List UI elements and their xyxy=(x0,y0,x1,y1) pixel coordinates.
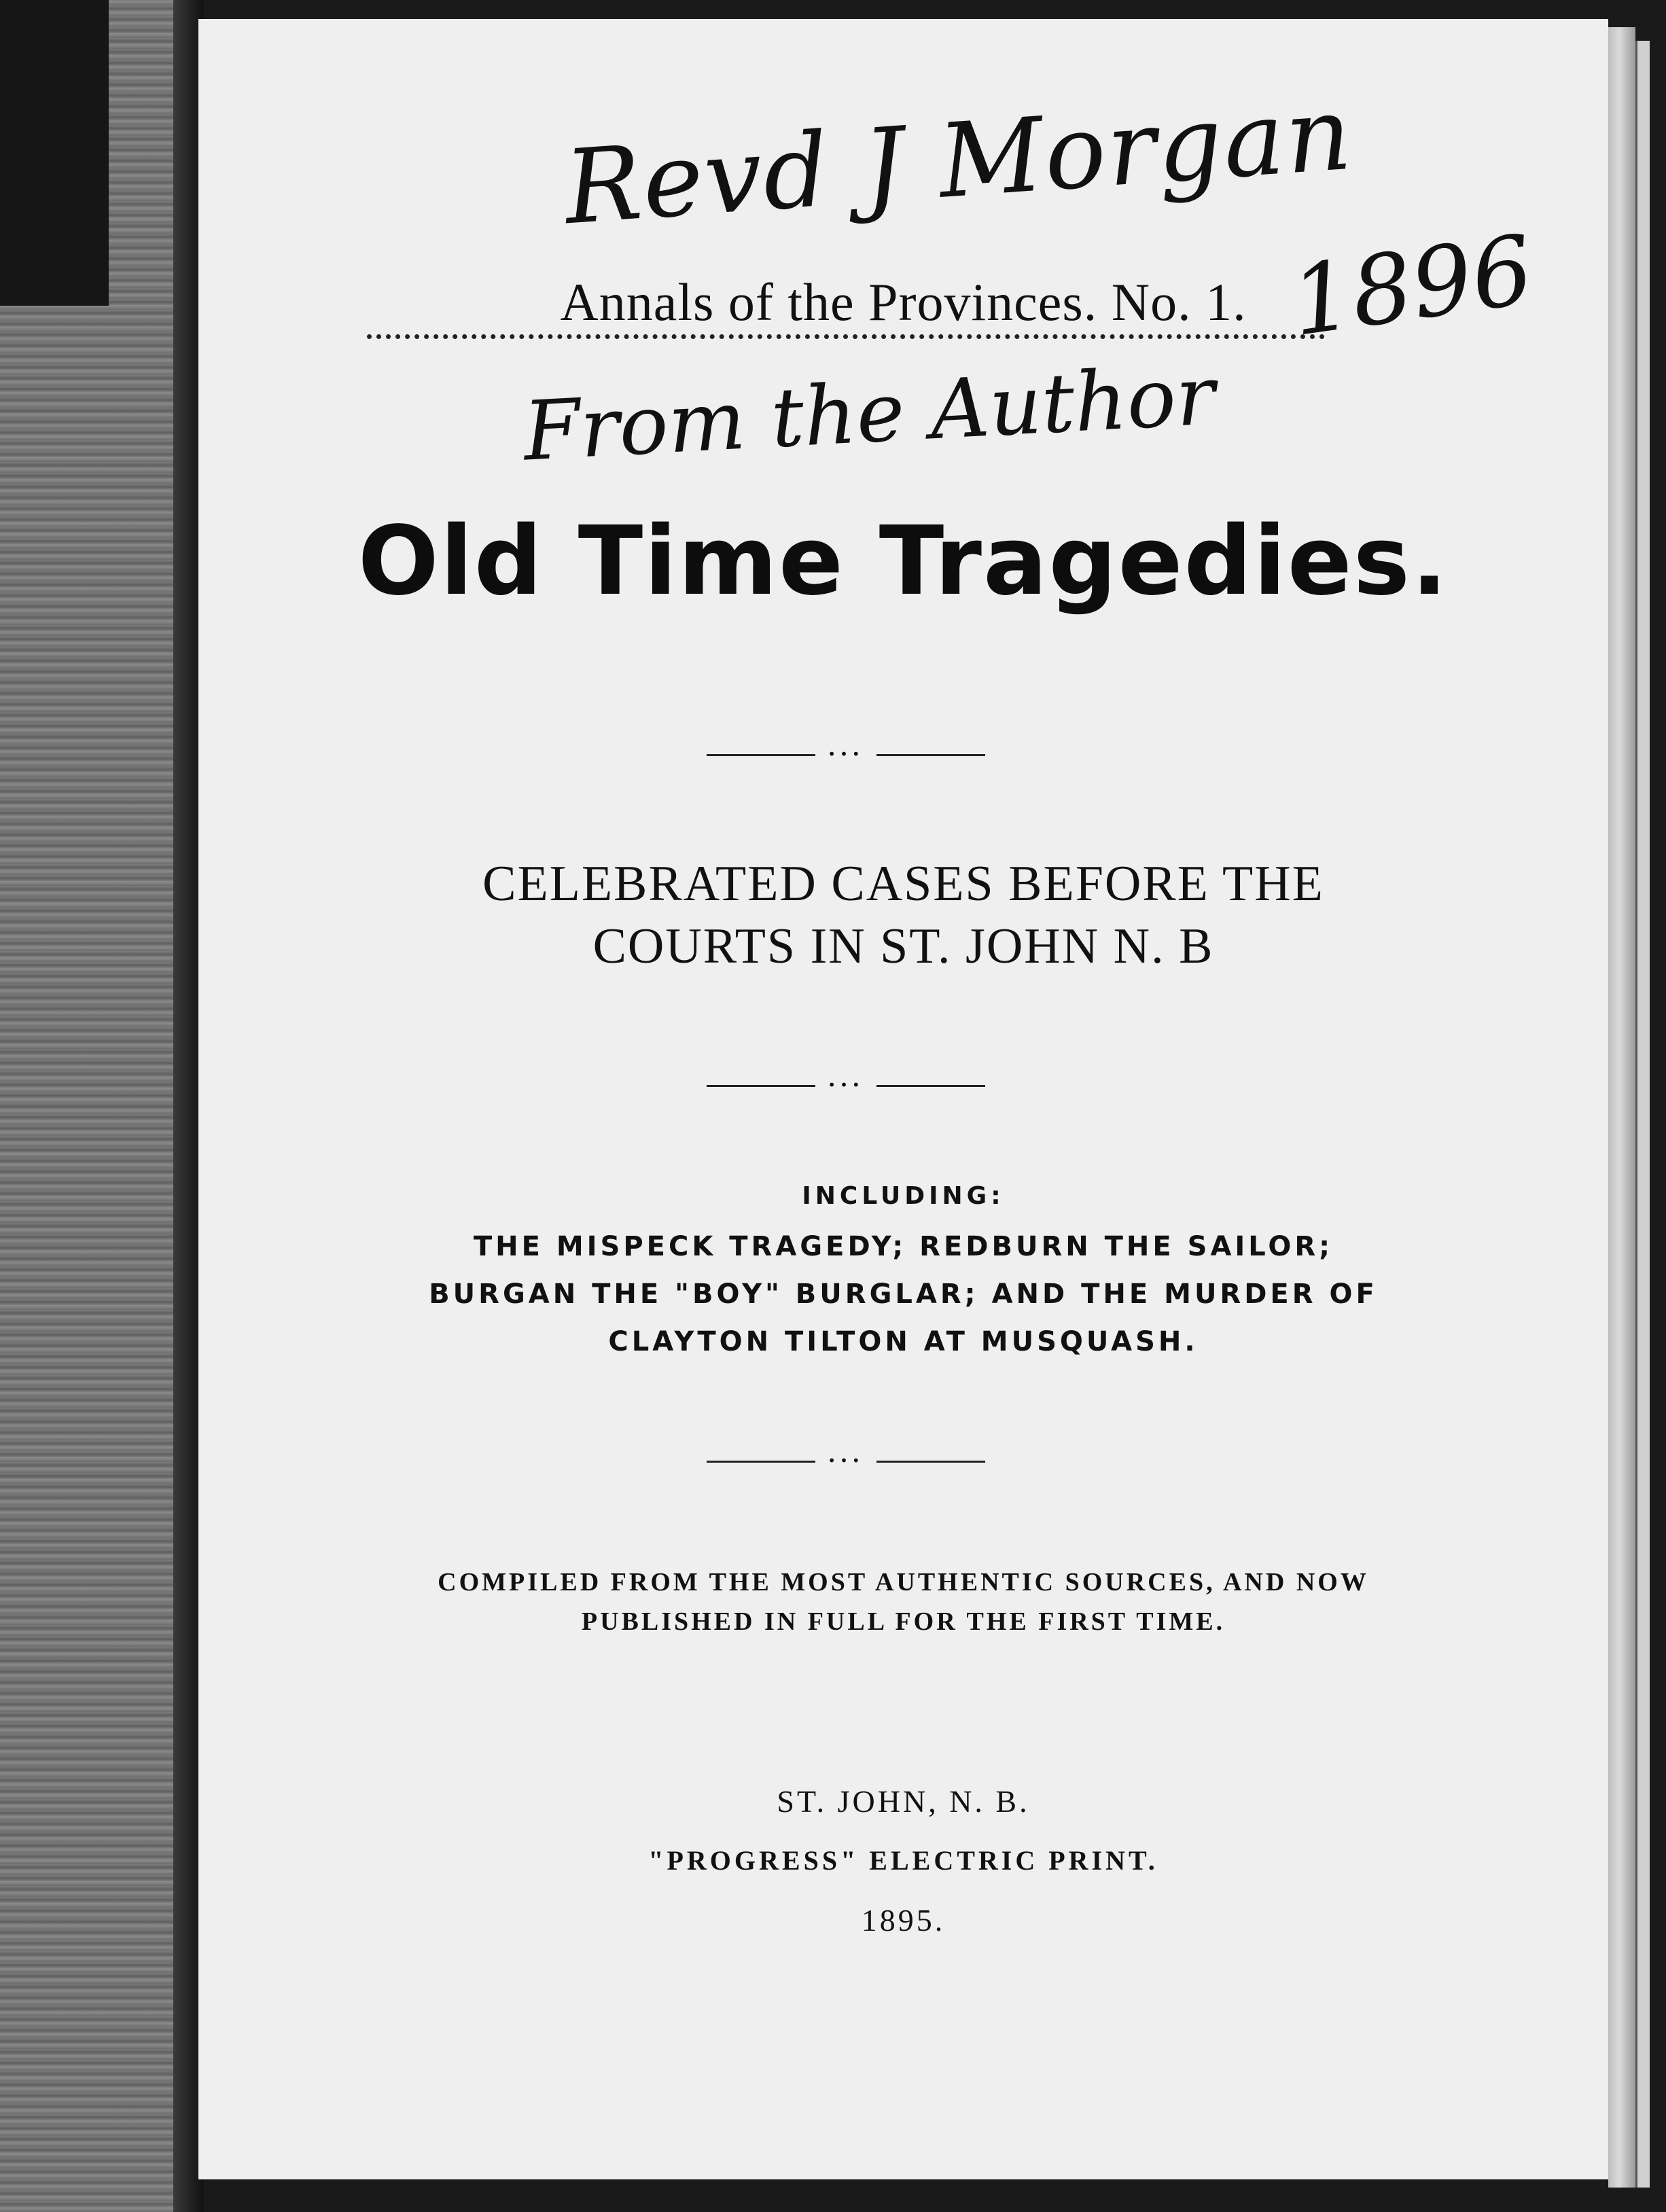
including-line: CLAYTON TILTON AT MUSQUASH. xyxy=(608,1326,1199,1357)
including-line: THE MISPECK TRAGEDY; REDBURN THE SAILOR; xyxy=(473,1231,1334,1262)
including-line: BURGAN THE "BOY" BURGLAR; AND THE MURDER OF xyxy=(429,1279,1378,1310)
handwritten-year: 1896 xyxy=(1284,214,1540,359)
handwritten-inscription: From the Author xyxy=(521,349,1218,480)
compiled-note xyxy=(198,1563,1608,1641)
ornament-dots: ••• xyxy=(815,1077,876,1092)
imprint-place: ST. JOHN, N. B. xyxy=(777,1784,1030,1819)
including-label: INCLUDING: xyxy=(802,1182,1005,1210)
series-line: Annals of the Provinces. No. 1. xyxy=(560,272,1247,332)
ornament-rule xyxy=(707,746,985,762)
compiled-line: COMPILED FROM THE MOST AUTHENTIC SOURCES, AND NOW xyxy=(438,1568,1369,1596)
handwritten-signature: Revd J Morgan xyxy=(561,74,1357,248)
subtitle-line: COURTS IN ST. JOHN N. B xyxy=(592,918,1214,974)
book-title: Old Time Tragedies. xyxy=(357,506,1449,617)
binding-dark-patch xyxy=(0,0,109,306)
subtitle-line: CELEBRATED CASES BEFORE THE xyxy=(482,856,1324,912)
ornament-rule xyxy=(707,1452,985,1469)
including-list xyxy=(198,1223,1608,1366)
compiled-line: PUBLISHED IN FULL FOR THE FIRST TIME. xyxy=(581,1607,1226,1636)
series-dotted-rule xyxy=(367,334,1325,339)
binding-edge xyxy=(0,0,197,2212)
imprint-printer: "PROGRESS" ELECTRIC PRINT. xyxy=(648,1845,1158,1876)
page-edge-back xyxy=(1635,41,1650,2188)
page-edge xyxy=(1608,27,1635,2188)
ornament-dots: ••• xyxy=(815,747,876,762)
imprint-year: 1895. xyxy=(861,1903,946,1938)
ornament-dots: ••• xyxy=(815,1453,876,1468)
subtitle xyxy=(198,853,1608,978)
ornament-rule xyxy=(707,1077,985,1093)
